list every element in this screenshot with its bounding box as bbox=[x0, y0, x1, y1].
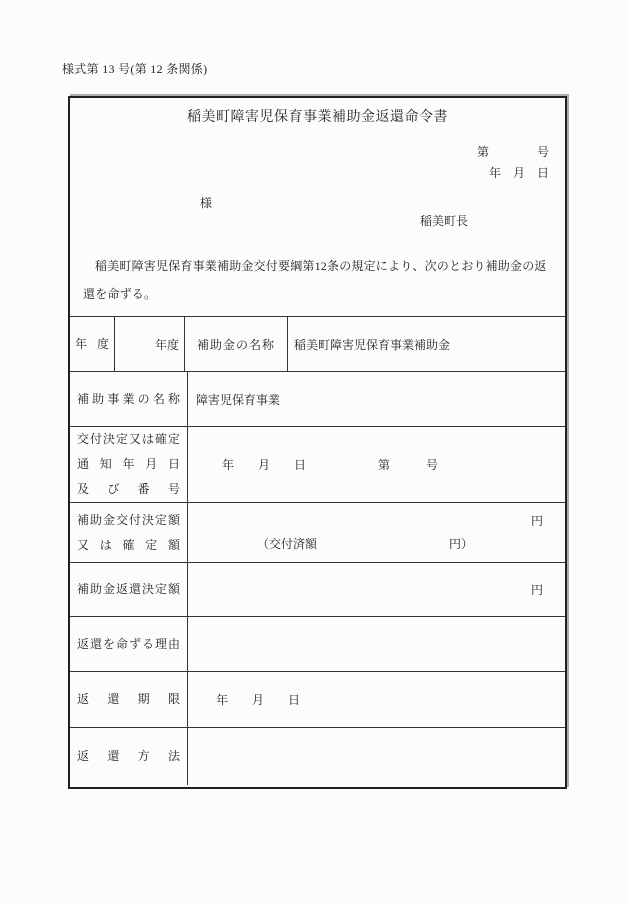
return-reason-label: 返還を命ずる理由 bbox=[77, 636, 180, 651]
return-deadline-value-cell bbox=[188, 672, 565, 727]
decision-notice-value-cell bbox=[188, 427, 565, 502]
return-method-label-cell bbox=[70, 728, 188, 785]
fiscal-year-label: 年度 bbox=[75, 336, 109, 351]
row-return-reason bbox=[70, 616, 565, 671]
grant-amount-value-cell bbox=[188, 503, 565, 562]
return-amount-label-cell bbox=[70, 563, 188, 616]
doc-number-date-block bbox=[477, 142, 549, 184]
return-amount-value-cell bbox=[188, 563, 565, 616]
decision-notice-label-line3: 及び番号 bbox=[77, 482, 180, 496]
row-return-amount bbox=[70, 562, 565, 616]
return-reason-value-cell bbox=[188, 617, 565, 671]
grant-amount-unit: 円 bbox=[530, 513, 543, 528]
row-decision-notice bbox=[70, 426, 565, 502]
grant-amount-label-line1: 補助金交付決定額 bbox=[77, 512, 180, 527]
project-name-value-cell bbox=[188, 372, 565, 426]
order-statement: 稲美町障害児保育事業補助金交付要綱第12条の規定により、次のとおり補助金の返還を命ずる。 bbox=[83, 259, 547, 301]
row-return-method bbox=[70, 727, 565, 785]
paid-amount-line: （交付済額 円） bbox=[257, 536, 474, 551]
fiscal-year-label-cell bbox=[70, 317, 115, 371]
subsidy-name-label: 補助金の名称 bbox=[196, 337, 275, 352]
return-amount-unit: 円 bbox=[530, 583, 543, 597]
form-border-box bbox=[68, 96, 567, 789]
return-deadline-value: 年 月 日 bbox=[216, 693, 301, 707]
row-project-name bbox=[70, 371, 565, 426]
row-return-deadline bbox=[70, 671, 565, 727]
form-header bbox=[70, 98, 565, 317]
subsidy-name-value-cell bbox=[288, 317, 565, 371]
doc-number-line: 第 号 bbox=[476, 145, 549, 159]
row-fiscal-year bbox=[70, 317, 565, 371]
return-amount-label: 補助金返還決定額 bbox=[77, 582, 180, 596]
project-name-value: 障害児保育事業 bbox=[196, 392, 281, 407]
grant-amount-label-cell bbox=[70, 503, 188, 562]
subsidy-name-label-cell bbox=[185, 317, 288, 371]
form-table bbox=[70, 317, 565, 785]
return-method-label: 返還方法 bbox=[77, 749, 180, 763]
return-reason-label-cell bbox=[70, 617, 188, 671]
row-grant-amount bbox=[70, 502, 565, 562]
decision-notice-label-line1: 交付決定又は確定 bbox=[77, 432, 180, 446]
addressee-honorific: 様 bbox=[200, 196, 213, 210]
issuer-name: 稲美町長 bbox=[420, 214, 469, 228]
project-name-label: 補助事業の名称 bbox=[77, 391, 180, 406]
fiscal-year-suffix: 年度 bbox=[154, 337, 179, 352]
subsidy-name-value: 稲美町障害児保育事業補助金 bbox=[294, 337, 451, 352]
date-line: 年 月 日 bbox=[488, 166, 549, 180]
return-deadline-label-cell bbox=[70, 672, 188, 727]
decision-notice-label-cell bbox=[70, 427, 188, 502]
document-title: 稲美町障害児保育事業補助金返還命令書 bbox=[187, 110, 448, 125]
return-method-value-cell bbox=[188, 728, 565, 785]
project-name-label-cell bbox=[70, 372, 188, 426]
form-style-note: 様式第 13 号(第 12 条関係) bbox=[62, 62, 208, 76]
return-deadline-label: 返還期限 bbox=[77, 692, 180, 706]
grant-amount-label-line2: 又は確定額 bbox=[77, 537, 180, 552]
fiscal-year-value-cell bbox=[115, 317, 185, 371]
decision-notice-label-line2: 通知年月日 bbox=[77, 457, 180, 471]
decision-notice-value: 年 月 日 第 号 bbox=[222, 458, 439, 472]
